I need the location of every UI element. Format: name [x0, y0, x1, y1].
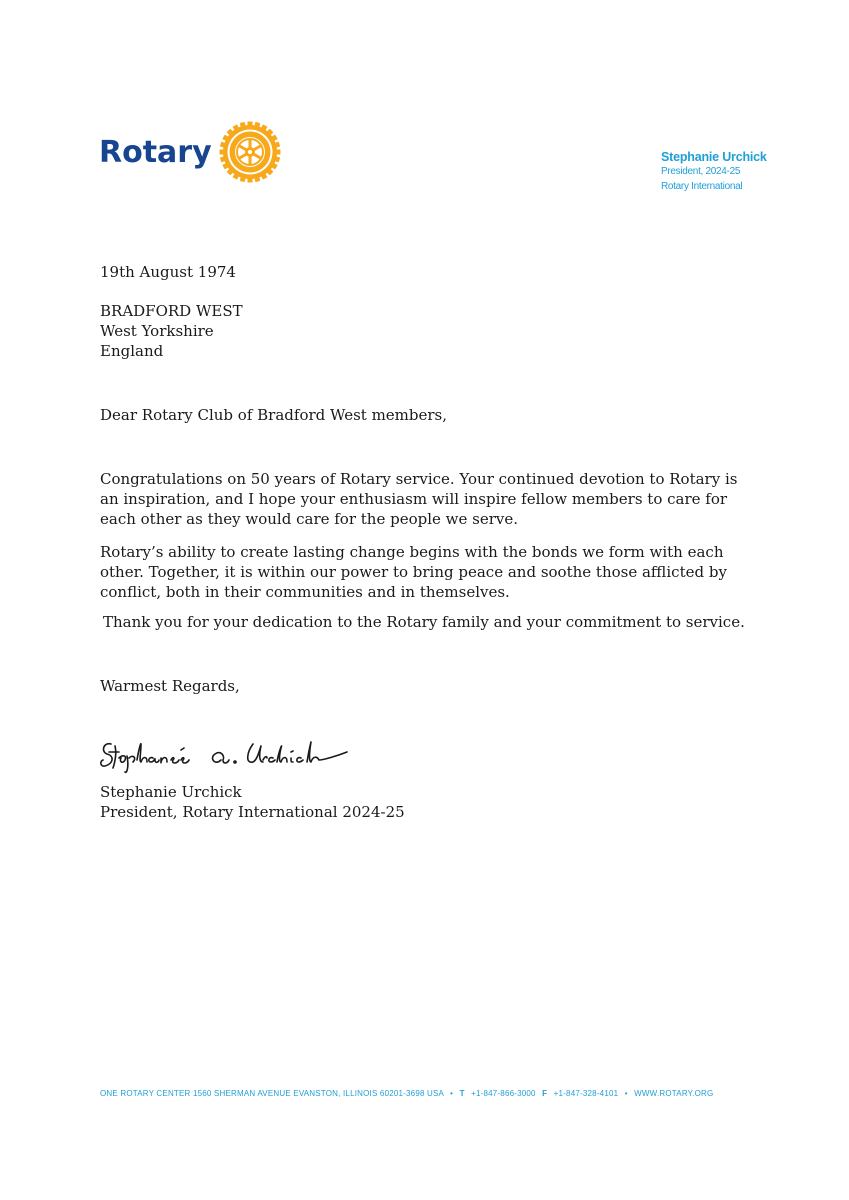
sender-title: President, 2024-25	[661, 166, 741, 177]
rotary-wheel-icon	[218, 120, 282, 184]
salutation: Dear Rotary Club of Bradford West members,	[100, 406, 448, 424]
letter-date: 19th August 1974	[100, 263, 236, 281]
address-line: England	[100, 342, 164, 360]
signer-title: President, Rotary International 2024-25	[100, 803, 405, 821]
body-paragraph: Congratulations on 50 years of Rotary service. Your continued devotion to Rotary is an inspiration, and I hope your enthusiasm will inspire fellow members to care for each other as they would care for the people we serve.	[100, 470, 738, 528]
body-paragraph: Thank you for your dedication to the Rotary family and your commitment to service.	[103, 613, 745, 631]
footer-address: ONE ROTARY CENTER 1560 SHERMAN AVENUE EVANSTON, ILLINOIS 60201-3698 USA	[100, 1089, 444, 1098]
footer-phone: +1-847-866-3000	[471, 1089, 536, 1098]
sender-block	[661, 150, 767, 194]
rotary-wordmark: Rotary	[99, 134, 212, 170]
footer-separator: •	[624, 1089, 628, 1098]
footer-separator: •	[450, 1089, 454, 1098]
sender-organization: Rotary International	[661, 181, 743, 192]
signer-block	[100, 782, 405, 822]
closing: Warmest Regards,	[100, 677, 240, 695]
address-line: West Yorkshire	[100, 322, 214, 340]
footer-fax-label: F	[542, 1089, 548, 1098]
handwritten-signature	[97, 722, 357, 776]
footer-website: WWW.ROTARY.ORG	[634, 1089, 714, 1098]
address-line: BRADFORD WEST	[100, 302, 243, 320]
signer-name: Stephanie Urchick	[100, 783, 242, 801]
footer-contact	[100, 1089, 713, 1098]
sender-name: Stephanie Urchick	[661, 150, 767, 164]
recipient-address	[100, 301, 243, 361]
footer-fax: +1-847-328-4101	[553, 1089, 619, 1098]
body-paragraph: Rotary’s ability to create lasting change begins with the bonds we form with each other. Together, it is within our power to bring peace and soothe those afflicted by conflict, both in their communities and in themselves.	[100, 543, 727, 601]
rotary-logo	[99, 120, 282, 184]
footer-phone-label: T	[459, 1089, 465, 1098]
